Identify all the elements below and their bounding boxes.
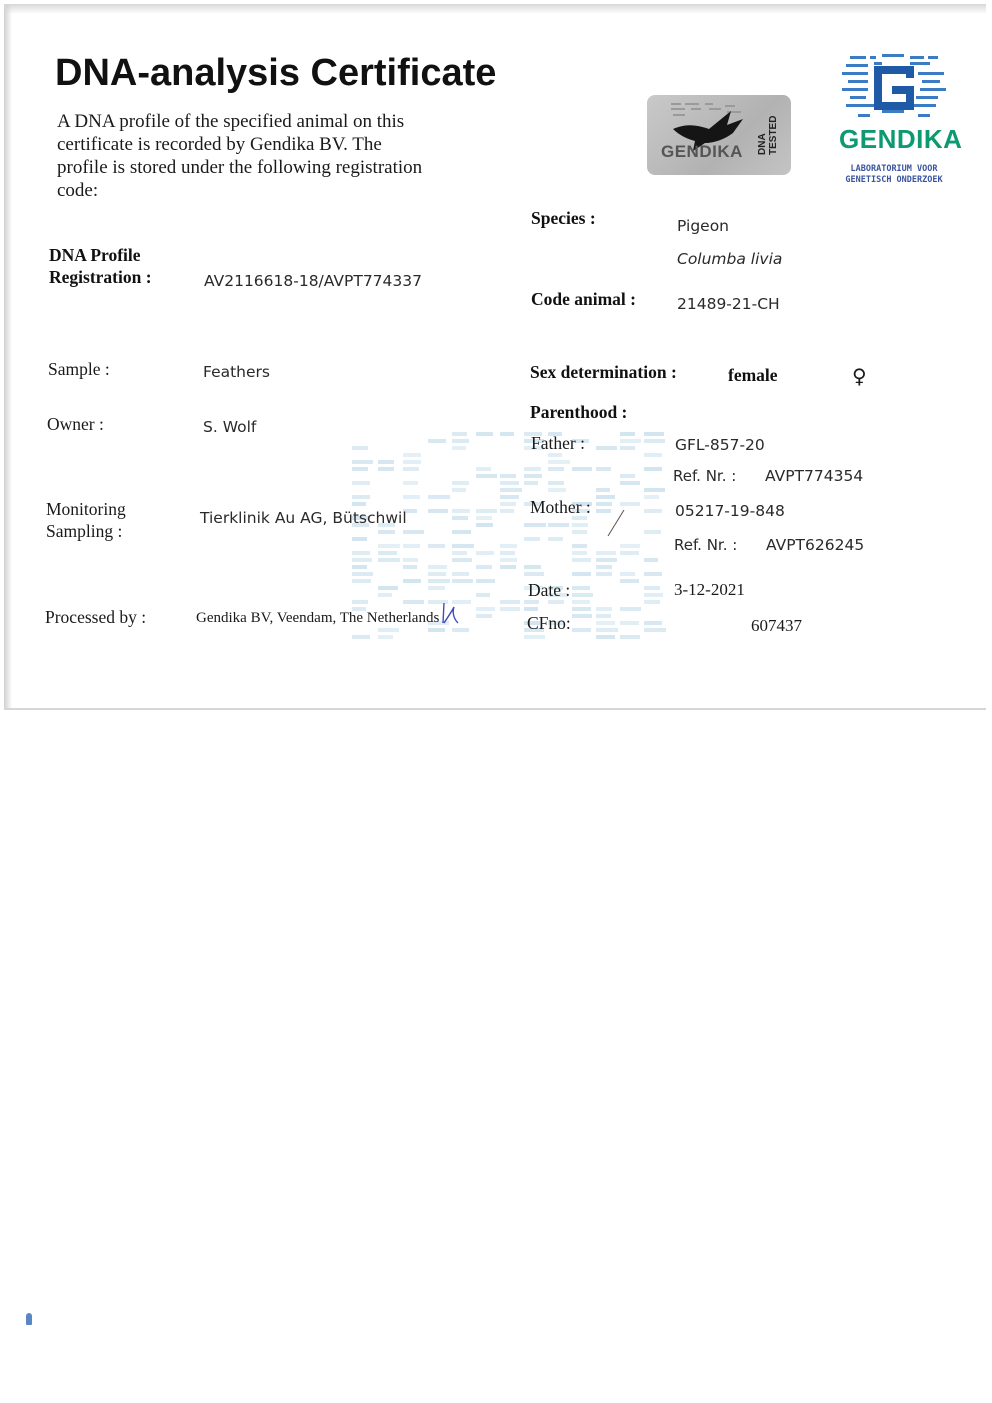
watermark-band	[352, 460, 373, 464]
watermark-band	[378, 467, 394, 471]
mother-value: 05217-19-848	[675, 502, 785, 520]
watermark-band	[572, 593, 593, 597]
watermark-band	[500, 509, 514, 513]
watermark-band	[620, 502, 640, 506]
watermark-band	[548, 481, 564, 485]
sample-label: Sample :	[48, 359, 110, 379]
watermark-band	[644, 558, 658, 562]
watermark-band	[596, 488, 610, 492]
parenthood-label: Parenthood :	[530, 402, 628, 422]
watermark-band	[500, 544, 517, 548]
watermark-band	[644, 530, 661, 534]
watermark-band	[572, 628, 591, 632]
mother-label: Mother :	[530, 497, 591, 517]
watermark-band	[572, 530, 587, 534]
watermark-band	[644, 439, 665, 443]
watermark-band	[452, 579, 473, 583]
watermark-band	[548, 488, 566, 492]
watermark-band	[452, 446, 466, 450]
watermark-band	[644, 467, 662, 471]
watermark-band	[352, 600, 368, 604]
watermark-band	[572, 558, 591, 562]
sample-value: Feathers	[203, 363, 270, 381]
watermark-band	[524, 607, 538, 611]
watermark-band	[620, 432, 635, 436]
father-label: Father :	[531, 433, 585, 453]
scan-speck	[26, 1313, 32, 1325]
watermark-band	[452, 544, 474, 548]
watermark-band	[500, 481, 519, 485]
watermark-band	[476, 565, 492, 569]
registration-label: DNA Profile Registration :	[49, 245, 152, 287]
watermark-band	[644, 488, 665, 492]
watermark-band	[476, 432, 493, 436]
watermark-band	[403, 558, 418, 562]
watermark-band	[644, 621, 662, 625]
watermark-band	[596, 446, 617, 450]
watermark-band	[620, 621, 639, 625]
father-ref-label: Ref. Nr. :	[673, 467, 737, 485]
watermark-band	[524, 467, 541, 471]
father-value: GFL-857-20	[675, 436, 765, 454]
watermark-band	[428, 495, 450, 499]
watermark-band	[476, 593, 490, 597]
watermark-band	[548, 460, 570, 464]
watermark-band	[352, 495, 370, 499]
watermark-band	[452, 509, 470, 513]
watermark-band	[596, 558, 617, 562]
certificate-bottom-edge	[6, 708, 986, 710]
watermark-band	[403, 453, 421, 457]
watermark-band	[403, 460, 421, 464]
watermark-band	[378, 530, 395, 534]
watermark-band	[452, 488, 466, 492]
owner-label: Owner :	[47, 414, 104, 434]
signature-icon	[438, 601, 460, 627]
watermark-band	[620, 607, 641, 611]
watermark-band	[596, 628, 618, 632]
watermark-band	[378, 551, 397, 555]
watermark-band	[620, 579, 639, 583]
watermark-band	[572, 551, 587, 555]
watermark-band	[500, 432, 514, 436]
watermark-band	[428, 544, 445, 548]
watermark-band	[476, 509, 497, 513]
cfno-value: 607437	[751, 616, 802, 635]
watermark-band	[403, 544, 420, 548]
watermark-band	[352, 446, 368, 450]
watermark-band	[378, 628, 399, 632]
registration-value: AV2116618-18/AVPT774337	[204, 272, 422, 290]
badge-tag: DNA TESTED	[757, 115, 779, 155]
processed-label: Processed by :	[45, 607, 147, 627]
watermark-band	[596, 635, 615, 639]
watermark-band	[352, 579, 371, 583]
watermark-band	[500, 502, 516, 506]
watermark-band	[596, 621, 615, 625]
watermark-band	[452, 530, 471, 534]
watermark-band	[378, 460, 394, 464]
dna-tested-badge	[647, 95, 791, 175]
watermark-band	[403, 530, 424, 534]
watermark-band	[452, 551, 467, 555]
watermark-band	[620, 474, 635, 478]
watermark-band	[596, 551, 616, 555]
watermark-band	[572, 467, 592, 471]
watermark-band	[476, 474, 497, 478]
watermark-band	[500, 565, 516, 569]
code-animal-label: Code animal :	[531, 289, 636, 309]
watermark-band	[476, 516, 492, 520]
page-edge-top	[6, 4, 986, 14]
watermark-band	[476, 614, 492, 618]
watermark-band	[352, 551, 370, 555]
watermark-band	[644, 495, 659, 499]
watermark-band	[620, 439, 641, 443]
watermark-band	[524, 537, 540, 541]
watermark-band	[403, 600, 424, 604]
watermark-band	[524, 523, 546, 527]
monitoring-value: Tierklinik Au AG, Bütschwil	[200, 509, 407, 527]
species-common: Pigeon	[677, 217, 729, 235]
watermark-band	[644, 432, 664, 436]
watermark-band	[524, 572, 544, 576]
watermark-band	[403, 495, 420, 499]
watermark-band	[378, 593, 392, 597]
watermark-band	[548, 467, 564, 471]
watermark-band	[620, 635, 640, 639]
watermark-band	[596, 495, 615, 499]
species-latin: Columba livia	[677, 250, 783, 268]
date-label: Date :	[528, 580, 571, 600]
certificate-intro: A DNA profile of the specified animal on this certificate is recorded by Gendika BV. The profile is stored under the following registration code:	[57, 111, 423, 201]
watermark-band	[352, 572, 373, 576]
watermark-band	[428, 579, 450, 583]
watermark-band	[500, 600, 520, 604]
watermark-band	[352, 558, 372, 562]
watermark-band	[452, 481, 469, 485]
watermark-band	[644, 600, 660, 604]
watermark-band	[428, 572, 446, 576]
watermark-band	[596, 467, 611, 471]
watermark-band	[452, 516, 468, 520]
watermark-band	[644, 586, 660, 590]
watermark-band	[428, 509, 448, 513]
watermark-band	[572, 614, 592, 618]
sex-value: female	[728, 365, 778, 385]
watermark-band	[596, 502, 612, 506]
certificate-title: DNA-analysis Certificate	[55, 52, 497, 94]
watermark-band	[524, 481, 538, 485]
watermark-band	[476, 579, 495, 583]
watermark-band	[572, 607, 591, 611]
watermark-band	[548, 523, 569, 527]
watermark-band	[620, 544, 640, 548]
watermark-band	[596, 565, 612, 569]
owner-value: S. Wolf	[203, 418, 257, 436]
watermark-band	[644, 593, 663, 597]
monitoring-label: Monitoring Sampling :	[46, 499, 126, 541]
watermark-band	[620, 481, 640, 485]
watermark-band	[378, 635, 393, 639]
watermark-band	[548, 537, 563, 541]
processed-value	[196, 610, 439, 627]
mother-ref-label: Ref. Nr. :	[674, 536, 738, 554]
watermark-band	[352, 467, 368, 471]
watermark-band	[596, 572, 612, 576]
watermark-band	[428, 439, 446, 443]
watermark-band	[620, 551, 639, 555]
watermark-band	[352, 537, 367, 541]
watermark-band	[524, 474, 542, 478]
watermark-band	[452, 432, 467, 436]
watermark-band	[644, 628, 666, 632]
watermark-band	[572, 523, 588, 527]
gendika-logo-icon	[838, 52, 950, 122]
watermark-band	[500, 551, 515, 555]
watermark-band	[403, 481, 418, 485]
watermark-band	[596, 607, 612, 611]
watermark-band	[378, 558, 400, 562]
page-edge-left	[4, 4, 12, 710]
watermark-band	[452, 628, 469, 632]
watermark-band	[476, 551, 494, 555]
watermark-band	[524, 565, 541, 569]
watermark-band	[476, 523, 493, 527]
watermark-band	[572, 572, 591, 576]
watermark-band	[378, 544, 400, 548]
watermark-band	[500, 474, 516, 478]
watermark-band	[403, 467, 419, 471]
watermark-band	[452, 439, 469, 443]
watermark-band	[524, 635, 545, 639]
watermark-band	[452, 558, 472, 562]
watermark-band	[403, 579, 421, 583]
watermark-band	[644, 509, 662, 513]
watermark-band	[644, 453, 662, 457]
watermark-band	[500, 488, 522, 492]
watermark-band	[500, 495, 519, 499]
badge-brand: GENDIKA	[661, 142, 743, 161]
gendika-logo-name: GENDIKA	[839, 124, 963, 154]
watermark-band	[476, 607, 495, 611]
watermark-band	[644, 572, 662, 576]
watermark-band	[352, 565, 367, 569]
code-animal-value: 21489-21-CH	[677, 295, 780, 313]
watermark-band	[620, 572, 635, 576]
processed-value-text: Gendika BV, Veendam, The Netherlands	[196, 610, 440, 626]
date-value: 3-12-2021	[674, 580, 745, 599]
watermark-band	[428, 628, 445, 632]
watermark-band	[452, 572, 469, 576]
checkmark-icon	[604, 508, 626, 538]
watermark-band	[352, 635, 370, 639]
watermark-band	[352, 481, 370, 485]
watermark-band	[500, 607, 520, 611]
watermark-band	[428, 565, 447, 569]
father-ref-value: AVPT774354	[765, 467, 864, 485]
watermark-band	[352, 502, 366, 506]
sex-determination-label: Sex determination :	[530, 362, 677, 382]
watermark-band	[572, 586, 590, 590]
gendika-logo-subtitle: LABORATORIUM VOOR GENETISCH ONDERZOEK	[845, 164, 943, 185]
mother-ref-value: AVPT626245	[766, 536, 865, 554]
watermark-band	[572, 600, 590, 604]
watermark-band	[572, 544, 587, 548]
species-label: Species :	[531, 208, 596, 228]
watermark-band	[378, 586, 398, 590]
female-symbol-icon: ♀	[852, 364, 867, 388]
cfno-label: CFno:	[527, 613, 571, 633]
watermark-band	[403, 565, 417, 569]
watermark-band	[500, 558, 517, 562]
watermark-band	[596, 614, 611, 618]
watermark-band	[428, 586, 445, 590]
watermark-band	[476, 467, 491, 471]
watermark-band	[620, 446, 635, 450]
